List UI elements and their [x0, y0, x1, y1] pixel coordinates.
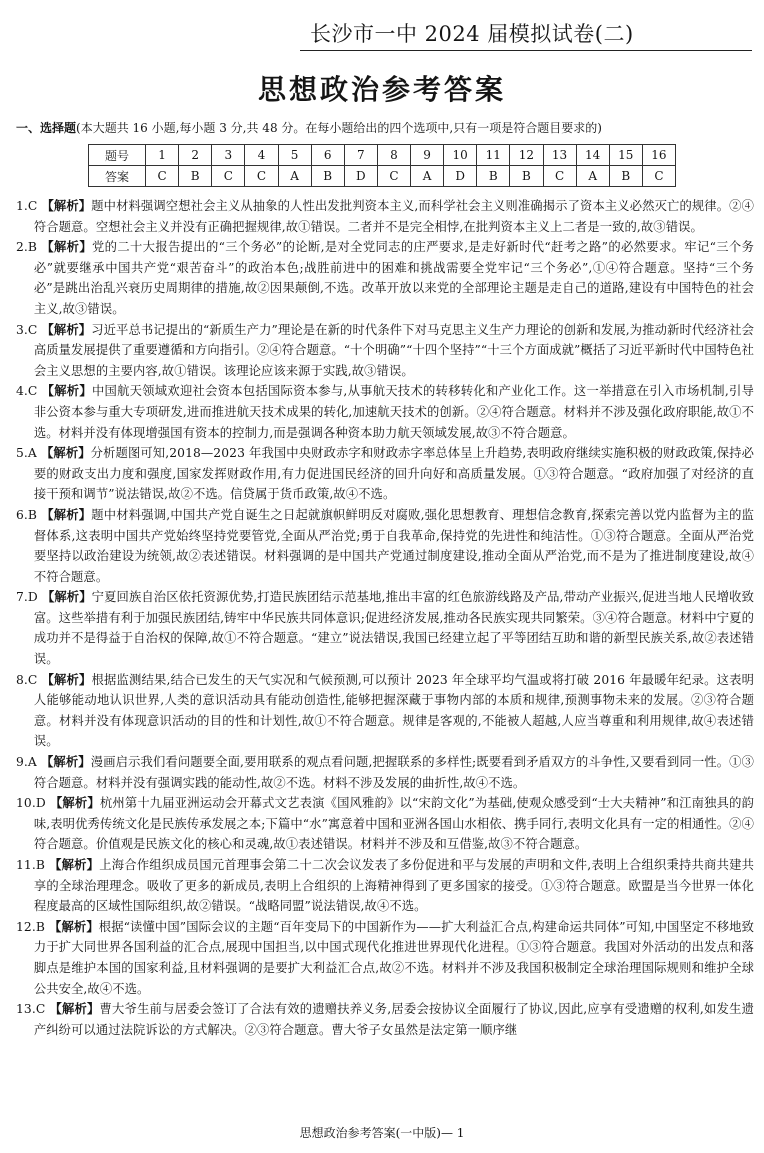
section-label: 一、选择题 [16, 121, 77, 135]
answer-key: 5.A [16, 446, 37, 461]
answer-cell: B [311, 166, 344, 187]
explanation-item [16, 855, 754, 917]
row-label-answer: 答案 [89, 166, 146, 187]
answer-cell: C [245, 166, 278, 187]
answer-cell: A [576, 166, 609, 187]
question-number-cell: 5 [278, 145, 311, 166]
analysis-tag: 【解析】 [41, 590, 92, 605]
answer-cell: A [411, 166, 444, 187]
analysis-tag: 【解析】 [41, 322, 92, 337]
answer-key: 1.C [16, 199, 38, 213]
analysis-tag: 【解析】 [49, 919, 99, 934]
answer-table [88, 144, 676, 187]
explanation-text: 根据监测结果,结合已发生的天气实况和气候预测,可以预计 2023 年全球平均气温或将打破 2016 年最暖年纪录。这表明人能够能动地认识世界,人类的意识活动具有能动创造性,能够把握深藏于事物内部的本质和规律,预测事物未来的发展。②③符合题意。材料并没有体现意识活动的目的性和计划性,故①不符合题意。规律是客观的,不能被人超越,人应当尊重和利用规律,故④表述错误。 [33, 672, 754, 749]
answer-key: 12.B [16, 919, 45, 934]
explanation-item [16, 381, 754, 443]
explanation-item [16, 999, 754, 1040]
explanation-item [16, 320, 754, 382]
explanation-item [16, 237, 754, 319]
question-number-cell: 11 [477, 145, 510, 166]
analysis-tag: 【解析】 [41, 672, 92, 687]
explanation-item [16, 752, 754, 793]
answer-cell: C [146, 166, 179, 187]
explanation-text: 中国航天领域欢迎社会资本包括国际资本参与,从事航天技术的转移转化和产业化工作。这一举措意在引入市场机制,引导非公资本参与重大专项研发,进而推进航天技术成果的转化,加速航天技术的创新。②④符合题意。材料并不涉及强化政府职能,故①不选。材料并没有体现增强国有资本的控制力,而是强调各种资本助力航天领域发展,故③不符合题意。 [33, 384, 754, 440]
answer-cell: D [344, 166, 377, 187]
analysis-tag: 【解析】 [41, 199, 92, 213]
explanation-text: 曹大爷生前与居委会签订了合法有效的遗赠扶养义务,居委会按协议全面履行了协议,因此,应享有受遗赠的权利,如发生遗产纠纷可以通过法院诉讼的方式解决。②③符合题意。曹大爷子女虽然是法定第一顺序继 [33, 1002, 754, 1037]
analysis-tag: 【解析】 [40, 755, 91, 770]
explanation-item [16, 793, 754, 855]
answer-table-row-numbers [89, 145, 676, 166]
section-heading [16, 119, 756, 136]
question-number-cell: 7 [344, 145, 377, 166]
answer-key: 8.C [16, 672, 38, 687]
answer-cell: B [179, 166, 212, 187]
answer-key: 4.C [16, 384, 38, 399]
explanation-text: 漫画启示我们看问题要全面,要用联系的观点看问题,把握联系的多样性;既要看到矛盾双方的斗争性,又要看到同一性。①③符合题意。材料并没有强调实践的能动性,故②不选。材料不涉及发展的曲折性,故④不选。 [33, 755, 754, 790]
question-number-cell: 14 [576, 145, 609, 166]
header-title: 长沙市一中 2024 届模拟试卷(二) [310, 22, 634, 46]
explanation-text: 宁夏回族自治区依托资源优势,打造民族团结示范基地,推出丰富的红色旅游线路及产品,带动产业振兴,促进当地人民增收致富。这些举措有利于加强民族团结,铸牢中华民族共同体意识;促进经济发展,推动各民族实现共同繁荣。③④符合题意。材料中宁夏的成功并不是得益于自治权的保障,故①不符合题意。“建立”说法错误,我国已经建立起了平等团结互助和谐的新型民族关系,故②表述错误。 [33, 590, 754, 667]
answer-key: 2.B [16, 240, 38, 255]
explanation-item [16, 917, 754, 999]
answer-cell: B [477, 166, 510, 187]
question-number-cell: 12 [510, 145, 543, 166]
answer-key: 10.D [16, 796, 46, 811]
question-number-cell: 16 [642, 145, 675, 166]
answer-cell: B [609, 166, 642, 187]
analysis-tag: 【解析】 [49, 1002, 100, 1017]
analysis-tag: 【解析】 [49, 858, 100, 872]
header-rule [300, 50, 752, 51]
answer-key: 9.A [16, 755, 37, 770]
question-number-cell: 6 [311, 145, 344, 166]
explanation-item [16, 670, 754, 752]
answer-key: 3.C [16, 322, 38, 337]
explanation-text: 题中材料强调空想社会主义从抽象的人性出发批判资本主义,而科学社会主义则准确揭示了资本主义必然灭亡的规律。②④符合题意。空想社会主义并没有正确把握规律,故①错误。二者并不是完全相悖,在批判资本主义上二者是一致的,故③错误。 [33, 199, 754, 234]
answer-cell: D [444, 166, 477, 187]
explanation-item [16, 196, 754, 237]
answer-cell: C [543, 166, 576, 187]
explanation-item [16, 443, 754, 505]
explanation-text: 习近平总书记提出的“新质生产力”理论是在新的时代条件下对马克思主义生产力理论的创新和发展,为推动新时代经济社会高质量发展提供了重要遵循和方向指引。②④符合题意。“十个明确”“十四个坚持”“十三个方面成就”概括了习近平新时代中国特色社会主义思想的主要内容,故①错误。该理论应该来源于实践,故③错误。 [33, 322, 755, 378]
question-number-cell: 10 [444, 145, 477, 166]
explanation-text: 根据“读懂中国”国际会议的主题“百年变局下的中国新作为——扩大利益汇合点,构建命运共同体”可知,中国坚定不移地致力于扩大同世界各国利益的汇合点,展现中国担当,以中国式现代化推进世界现代化进程。①③符合题意。我国对外活动的出发点和落脚点是维护本国的国家利益,且材料强调的是要扩大利益汇合点,故②不选。材料并不涉及我国积极制定全球治理国际规则和维护全球公共安全,故④不选。 [33, 919, 754, 996]
question-number-cell: 8 [377, 145, 410, 166]
answer-key: 6.B [16, 507, 38, 522]
analysis-tag: 【解析】 [40, 446, 91, 461]
analysis-tag: 【解析】 [41, 240, 93, 255]
question-number-cell: 9 [411, 145, 444, 166]
section-note: (本大题共 16 小题,每小题 3 分,共 48 分。在每小题给出的四个选项中,只有一项是符合题目要求的) [76, 121, 602, 135]
document-title: 思想政治参考答案 [257, 73, 506, 106]
question-number-cell: 13 [543, 145, 576, 166]
question-number-cell: 3 [212, 145, 245, 166]
explanation-text: 分析题图可知,2018—2023 年我国中央财政赤字和财政赤字率总体呈上升趋势,表明政府继续实施积极的财政政策,保持必要的财政支出力度和强度,国家发挥财政作用,有力促进国民经济的回升向好和高质量发展。①③符合题意。“政府加强了对经济的直接干预和调节”说法错误,故②不选。信贷属于货币政策,故④不选。 [33, 446, 754, 502]
answer-key: 7.D [16, 590, 38, 605]
row-label-number: 题号 [89, 145, 146, 166]
question-number-cell: 15 [609, 145, 642, 166]
question-number-cell: 4 [245, 145, 278, 166]
answer-cell: C [642, 166, 675, 187]
answer-cell: C [377, 166, 410, 187]
explanation-list [16, 196, 754, 1040]
explanation-text: 杭州第十九届亚洲运动会开幕式文艺表演《国风雅韵》以“宋韵文化”为基础,使观众感受到“士大夫精神”和江南独具的韵味,表明优秀传统文化是民族传承发展之本;下篇中“水”寓意着中国和亚洲各国山水相依、携手同行,表明文化具有一定的相通性。②④符合题意。价值观是民族文化的核心和灵魂,故①表述错误。材料并不涉及和互借鉴,故③不符合题意。 [33, 796, 754, 852]
explanation-text: 上海合作组织成员国元首理事会第二十二次会议发表了多份促进和平与发展的声明和文件,表明上合组织秉持共商共建共享的全球治理理念。吸收了更多的新成员,表明上合组织的上海精神得到了更多国家的接受。①③符合题意。欧盟是当今世界一体化程度最高的区域性国际组织,故②错误。“战略同盟”说法错误,故④不选。 [33, 858, 754, 914]
explanation-text: 题中材料强调,中国共产党自诞生之日起就旗帜鲜明反对腐败,强化思想教育、理想信念教育,探索完善以党内监督为主的监督体系,这表明中国共产党始终坚持党要管党,全面从严治党;勇于自我革命,保持党的先进性和纯洁性。①③符合题意。全面从严治党要坚持以政治建设为统领,故②表述错误。材料强调的是中国共产党通过制度建设,推动全面从严治党,而不是为了推进制度建设,故④不符合题意。 [33, 507, 754, 584]
question-number-cell: 1 [146, 145, 179, 166]
analysis-tag: 【解析】 [49, 796, 100, 811]
answer-cell: C [212, 166, 245, 187]
answer-cell: B [510, 166, 543, 187]
explanation-item [16, 587, 754, 669]
explanation-item [16, 505, 754, 587]
answer-key: 13.C [16, 1002, 46, 1017]
answer-cell: A [278, 166, 311, 187]
explanation-text: 党的二十大报告提出的“三个务必”的论断,是对全党同志的庄严要求,是走好新时代“赶考之路”的必然要求。牢记“三个务必”就要继承中国共产党“艰苦奋斗”的政治本色;战胜前进中的困难和挑战需要全党牢记“三个务必”,①④符合题意。坚持“三个务必”是跳出治乱兴衰历史周期律的措施,故②因果颠倒,不选。改革开放以来党的全部理论主题是走自己的道路,建设有中国特色的社会主义,故③错误。 [33, 240, 754, 316]
analysis-tag: 【解析】 [41, 507, 92, 522]
answer-key: 11.B [16, 858, 45, 872]
analysis-tag: 【解析】 [41, 384, 92, 399]
question-number-cell: 2 [179, 145, 212, 166]
page-footer: 思想政治参考答案(一中版)— 1 [299, 1126, 465, 1140]
answer-table-row-answers [89, 166, 676, 187]
